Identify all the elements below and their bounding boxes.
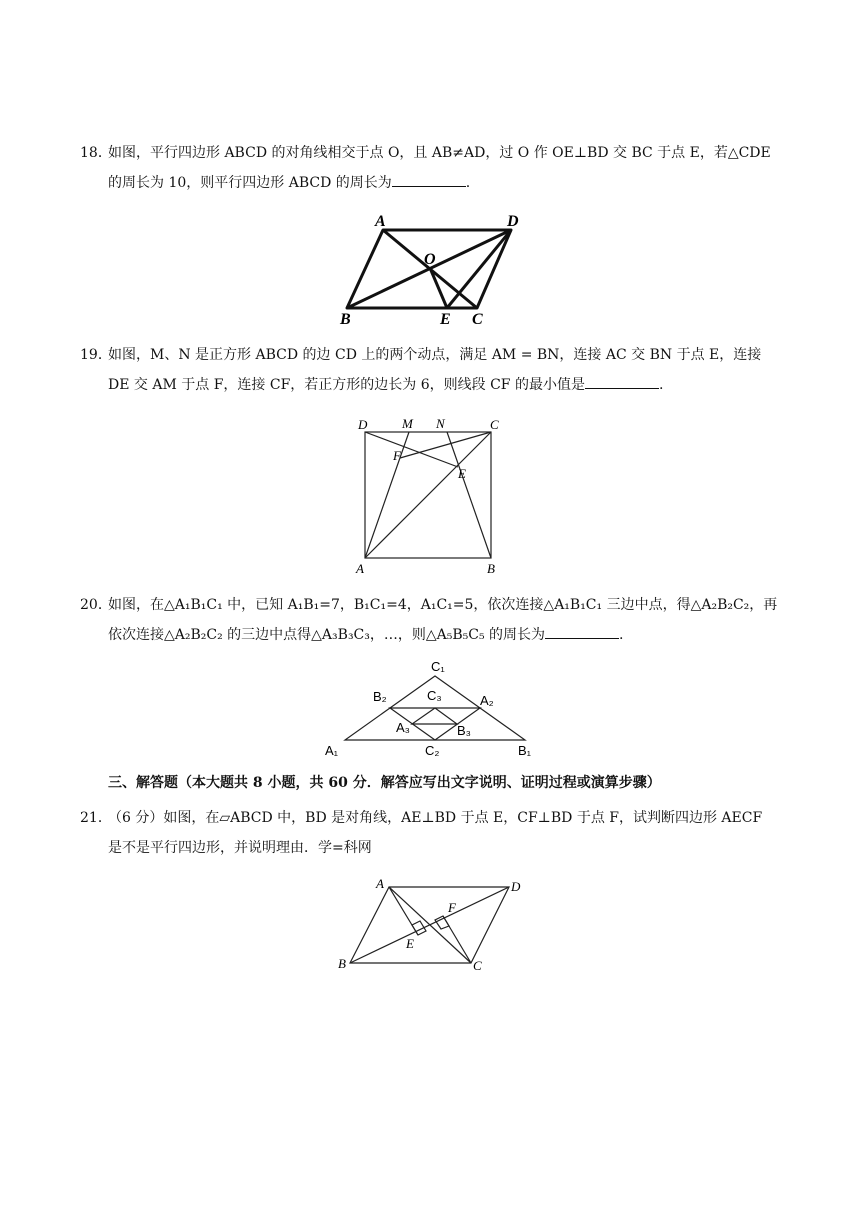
label-b1: B₁ <box>518 743 532 758</box>
segment-de <box>447 230 511 308</box>
diagonal-bd <box>350 887 509 963</box>
answer-blank[interactable] <box>585 374 659 389</box>
label-b: B <box>487 561 495 576</box>
label-n: N <box>436 416 445 431</box>
label-c2: C₂ <box>425 743 440 758</box>
segment-cf <box>400 432 491 458</box>
question-text: 如图，在△A₁B₁C₁ 中，已知 A₁B₁=7，B₁C₁=4，A₁C₁=5，依次连接△A₁B₁C₁ 三边中点，得△A₂B₂C₂，再 <box>108 597 778 613</box>
question-19-line2 <box>80 370 790 400</box>
punctuation: . <box>619 627 624 643</box>
question-text: 的周长为 10，则平行四边形 ABCD 的周长为 <box>108 175 392 191</box>
label-a1: A₁ <box>325 743 339 758</box>
question-19-line1 <box>80 340 790 370</box>
label-e: E <box>458 466 466 481</box>
triangle-a1b1c1 <box>345 676 525 740</box>
label-e: E <box>406 936 414 951</box>
label-c: C <box>490 417 499 432</box>
question-20 <box>80 590 790 650</box>
punctuation: . <box>658 377 664 393</box>
segment-de <box>365 432 458 467</box>
label-a2: A₂ <box>480 693 494 708</box>
label-a: A <box>356 561 364 576</box>
diagonal-ac <box>389 887 471 963</box>
label-b2: B₂ <box>373 689 387 704</box>
label-d: D <box>358 417 368 432</box>
label-m: M <box>402 416 413 431</box>
question-19 <box>80 340 790 400</box>
punctuation: . <box>465 175 471 191</box>
triangle-a2b2c2 <box>390 708 480 740</box>
question-text: DE 交 AM 于点 F，连接 CF，若正方形的边长为 6，则线段 CF 的最小值是 <box>108 377 585 393</box>
question-21 <box>80 803 790 863</box>
right-angle-mark-e <box>412 921 426 935</box>
triangle-a3b3c3 <box>412 708 457 724</box>
question-text: 如图，M、N 是正方形 ABCD 的边 CD 上的两个动点，满足 AM = BN，连接 AC 交 BN 于点 E，连接 <box>108 347 762 363</box>
label-b3: B₃ <box>457 723 471 738</box>
label-a: A <box>376 876 384 891</box>
section-heading: 三、解答题（本大题共 8 小题，共 60 分．解答应写出文字说明、证明过程或演算步骤） <box>108 775 661 791</box>
question-18 <box>80 138 790 198</box>
parallelogram-abcd <box>350 887 509 963</box>
question-21-line1 <box>80 803 790 833</box>
question-18-line2 <box>80 168 790 198</box>
question-number: 19． <box>80 347 112 363</box>
segment-bn <box>447 432 491 558</box>
label-o: O <box>424 251 436 268</box>
label-b: B <box>338 956 346 971</box>
right-angle-mark-f <box>435 916 449 929</box>
label-d: D <box>507 213 519 230</box>
label-f: F <box>393 448 401 463</box>
label-e: E <box>440 311 451 328</box>
question-number: 18． <box>80 145 112 161</box>
label-a: A <box>375 213 386 230</box>
label-c: C <box>473 958 482 973</box>
label-a3: A₃ <box>396 720 410 735</box>
segment-oe <box>430 268 447 308</box>
question-18-line1 <box>80 138 790 168</box>
label-c3: C₃ <box>427 688 442 703</box>
diagonal-ac <box>383 230 477 308</box>
answer-blank[interactable] <box>392 172 466 187</box>
segment-cf <box>443 916 471 963</box>
question-text: （6 分）如图，在▱ABCD 中，BD 是对角线，AE⊥BD 于点 E，CF⊥BD 于点 F，试判断四边形 AECF <box>108 810 763 826</box>
label-b: B <box>340 311 351 328</box>
question-20-line1 <box>80 590 790 620</box>
label-d: D <box>511 879 521 894</box>
diagonal-bd <box>347 230 511 308</box>
question-text: 如图，平行四边形 ABCD 的对角线相交于点 O，且 AB≠AD，过 O 作 OE⊥BD 交 BC 于点 E，若△CDE <box>108 145 771 161</box>
label-c1: C₁ <box>431 659 445 674</box>
question-number: 21． <box>80 810 112 826</box>
parallelogram-abcd <box>347 230 511 308</box>
answer-blank[interactable] <box>545 624 619 639</box>
label-c: C <box>472 311 483 328</box>
diagonal-ac <box>365 432 491 558</box>
label-f: F <box>448 900 456 915</box>
square-abcd <box>365 432 491 558</box>
segment-ae <box>389 887 418 935</box>
segment-am <box>365 432 409 558</box>
question-text: 依次连接△A₂B₂C₂ 的三边中点得△A₃B₃C₃，…，则△A₅B₅C₅ 的周长为 <box>108 627 546 643</box>
question-number: 20． <box>80 597 112 613</box>
question-20-line2 <box>80 620 790 650</box>
question-21-line2: 是不是平行四边形，并说明理由．学=科网 <box>108 840 372 856</box>
